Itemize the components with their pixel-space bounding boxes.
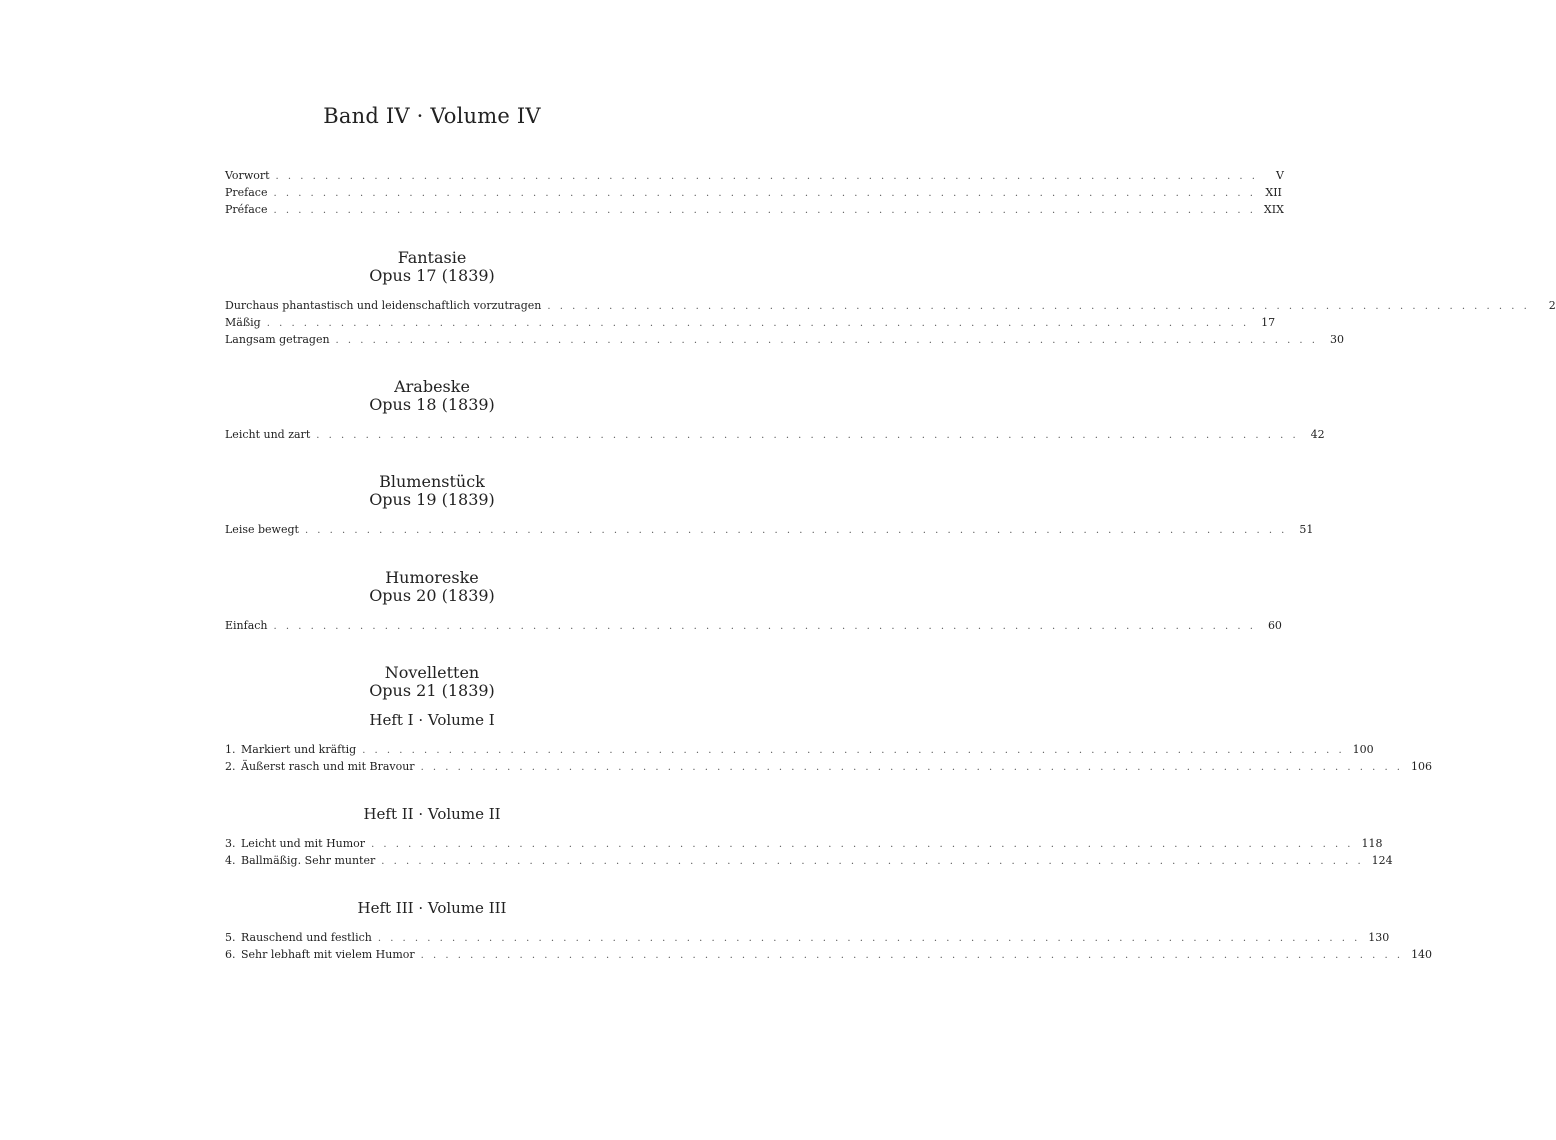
toc-entry-page: 130 xyxy=(1368,931,1390,944)
toc-entry-label: Äußerst rasch und mit Bravour xyxy=(241,760,415,773)
toc-entry-page: 100 xyxy=(1352,743,1374,756)
toc-entry-preface-fr[interactable] xyxy=(225,201,1284,218)
humoreske-list xyxy=(225,617,1282,634)
dot-leader: . . . . . . . . . . . . . . . . . . . . . . . . . . . . . . . . . . . . . . . . . . . . . . . . . . . . . . . . . . . . . . . . . . . . . . . . . . . . . . . . xyxy=(377,933,1361,944)
toc-entry[interactable] xyxy=(225,331,1344,348)
heft-title-2: Heft II · Volume II xyxy=(363,805,501,823)
toc-entry-page: 42 xyxy=(1310,428,1325,441)
toc-entry-label: Durchaus phantastisch und leidenschaftlich vorzutragen xyxy=(225,299,542,312)
toc-entry-page: 60 xyxy=(1267,619,1282,632)
dot-leader: . . . . . . . . . . . . . . . . . . . . . . . . . . . . . . . . . . . . . . . . . . . . . . . . . . . . . . . . . . . . . . . . . . . . . . . . . . . . . . . . xyxy=(273,621,1256,632)
toc-entry-page: V xyxy=(1276,169,1284,182)
toc-entry-label: Ballmäßig. Sehr munter xyxy=(241,854,376,867)
dot-leader: . . . . . . . . . . . . . . . . . . . . . . . . . . . . . . . . . . . . . . . . . . . . . . . . . . . . . . . . . . . . . . . . . . . . . . . . . . . . . . . . xyxy=(266,318,1250,329)
section-opus-fantasie: Opus 17 (1839) xyxy=(369,266,495,285)
dot-leader: . . . . . . . . . . . . . . . . . . . . . . . . . . . . . . . . . . . . . . . . . . . . . . . . . . . . . . . . . . . . . . . . . . . . . . . . . . . . . . . . xyxy=(273,205,1256,216)
front-matter-list xyxy=(225,167,1284,218)
toc-entry-number: 2. xyxy=(225,760,236,773)
toc-entry-page: 124 xyxy=(1371,854,1393,867)
heft-3-list xyxy=(225,929,1433,963)
dot-leader: . . . . . . . . . . . . . . . . . . . . . . . . . . . . . . . . . . . . . . . . . . . . . . . . . . . . . . . . . . . . . . . . . . . . . . . . . . . . . . . . xyxy=(275,171,1258,182)
toc-entry-number: 5. xyxy=(225,931,236,944)
dot-leader: . . . . . . . . . . . . . . . . . . . . . . . . . . . . . . . . . . . . . . . . . . . . . . . . . . . . . . . . . . . . . . . . . . . . . . . . . . . . . . . . xyxy=(316,430,1299,441)
section-opus-arabeske: Opus 18 (1839) xyxy=(369,395,495,414)
toc-entry-page: XII xyxy=(1265,186,1282,199)
dot-leader: . . . . . . . . . . . . . . . . . . . . . . . . . . . . . . . . . . . . . . . . . . . . . . . . . . . . . . . . . . . . . . . . . . . . . . . . . . . . . . . . xyxy=(420,950,1404,961)
dot-leader: . . . . . . . . . . . . . . . . . . . . . . . . . . . . . . . . . . . . . . . . . . . . . . . . . . . . . . . . . . . . . . . . . . . . . . . . . . . . . . . . xyxy=(335,335,1318,346)
toc-entry-page: XIX xyxy=(1263,203,1284,216)
toc-entry-number: 3. xyxy=(225,837,236,850)
heft-1-list xyxy=(225,741,1432,775)
dot-leader: . . . . . . . . . . . . . . . . . . . . . . . . . . . . . . . . . . . . . . . . . . . . . . . . . . . . . . . . . . . . . . . . . . . . . . . . . . . . . . . . xyxy=(547,301,1530,312)
toc-entry[interactable] xyxy=(225,758,1432,775)
section-opus-humoreske: Opus 20 (1839) xyxy=(369,586,495,605)
toc-entry[interactable] xyxy=(225,946,1433,963)
section-opus-blumenstueck: Opus 19 (1839) xyxy=(369,490,495,509)
toc-entry[interactable] xyxy=(225,426,1325,443)
dot-leader: . . . . . . . . . . . . . . . . . . . . . . . . . . . . . . . . . . . . . . . . . . . . . . . . . . . . . . . . . . . . . . . . . . . . . . . . . . . . . . . . xyxy=(362,745,1345,756)
toc-entry-label: Markiert und kräftig xyxy=(241,743,357,756)
toc-entry-page: 51 xyxy=(1299,523,1314,536)
toc-entry-label: Langsam getragen xyxy=(225,333,330,346)
toc-entry-label: Préface xyxy=(225,203,268,216)
toc-entry[interactable] xyxy=(225,314,1276,331)
toc-entry[interactable] xyxy=(225,617,1282,634)
page-title: Band IV · Volume IV xyxy=(323,104,541,128)
toc-entry-label: Preface xyxy=(225,186,268,199)
section-opus-novelletten: Opus 21 (1839) xyxy=(369,681,495,700)
toc-entry-label: Einfach xyxy=(225,619,268,632)
dot-leader: . . . . . . . . . . . . . . . . . . . . . . . . . . . . . . . . . . . . . . . . . . . . . . . . . . . . . . . . . . . . . . . . . . . . . . . . . . . . . . . . xyxy=(381,856,1364,867)
section-title-novelletten: Novelletten xyxy=(384,663,480,682)
toc-entry-page: 140 xyxy=(1411,948,1433,961)
toc-entry[interactable] xyxy=(225,929,1390,946)
dot-leader: . . . . . . . . . . . . . . . . . . . . . . . . . . . . . . . . . . . . . . . . . . . . . . . . . . . . . . . . . . . . . . . . . . . . . . . . . . . . . . . . xyxy=(304,525,1288,536)
section-title-blumenstueck: Blumenstück xyxy=(379,472,485,491)
toc-entry-page: 106 xyxy=(1410,760,1432,773)
toc-entry-label: Rauschend und festlich xyxy=(241,931,372,944)
toc-entry[interactable] xyxy=(225,297,1556,314)
toc-entry-page: 30 xyxy=(1329,333,1344,346)
toc-entry[interactable] xyxy=(225,852,1393,869)
section-title-humoreske: Humoreske xyxy=(385,568,479,587)
toc-entry-label: Mäßig xyxy=(225,316,261,329)
fantasie-list xyxy=(225,297,1556,348)
toc-entry-page: 2 xyxy=(1548,299,1556,312)
toc-entry-number: 4. xyxy=(225,854,236,867)
toc-entry-number: 6. xyxy=(225,948,236,961)
toc-entry[interactable] xyxy=(225,835,1383,852)
dot-leader: . . . . . . . . . . . . . . . . . . . . . . . . . . . . . . . . . . . . . . . . . . . . . . . . . . . . . . . . . . . . . . . . . . . . . . . . . . . . . . . . xyxy=(273,188,1256,199)
toc-entry-label: Leise bewegt xyxy=(225,523,299,536)
toc-entry[interactable] xyxy=(225,741,1374,758)
heft-title-3: Heft III · Volume III xyxy=(357,899,507,917)
heft-2-list xyxy=(225,835,1393,869)
heft-title-1: Heft I · Volume I xyxy=(369,711,495,729)
toc-entry-label: Leicht und mit Humor xyxy=(241,837,366,850)
toc-entry-page: 118 xyxy=(1361,837,1383,850)
dot-leader: . . . . . . . . . . . . . . . . . . . . . . . . . . . . . . . . . . . . . . . . . . . . . . . . . . . . . . . . . . . . . . . . . . . . . . . . . . . . . . . . xyxy=(371,839,1354,850)
toc-entry-vorwort[interactable] xyxy=(225,167,1284,184)
arabeske-list xyxy=(225,426,1325,443)
toc-entry-label: Vorwort xyxy=(225,169,270,182)
toc-entry-label: Sehr lebhaft mit vielem Humor xyxy=(241,948,415,961)
section-title-fantasie: Fantasie xyxy=(397,248,467,267)
toc-entry-number: 1. xyxy=(225,743,236,756)
dot-leader: . . . . . . . . . . . . . . . . . . . . . . . . . . . . . . . . . . . . . . . . . . . . . . . . . . . . . . . . . . . . . . . . . . . . . . . . . . . . . . . . xyxy=(420,762,1403,773)
section-title-arabeske: Arabeske xyxy=(394,377,470,396)
toc-entry[interactable] xyxy=(225,521,1314,538)
toc-entry-label: Leicht und zart xyxy=(225,428,311,441)
toc-entry-page: 17 xyxy=(1261,316,1276,329)
toc-entry-preface[interactable] xyxy=(225,184,1282,201)
blumenstueck-list xyxy=(225,521,1314,538)
